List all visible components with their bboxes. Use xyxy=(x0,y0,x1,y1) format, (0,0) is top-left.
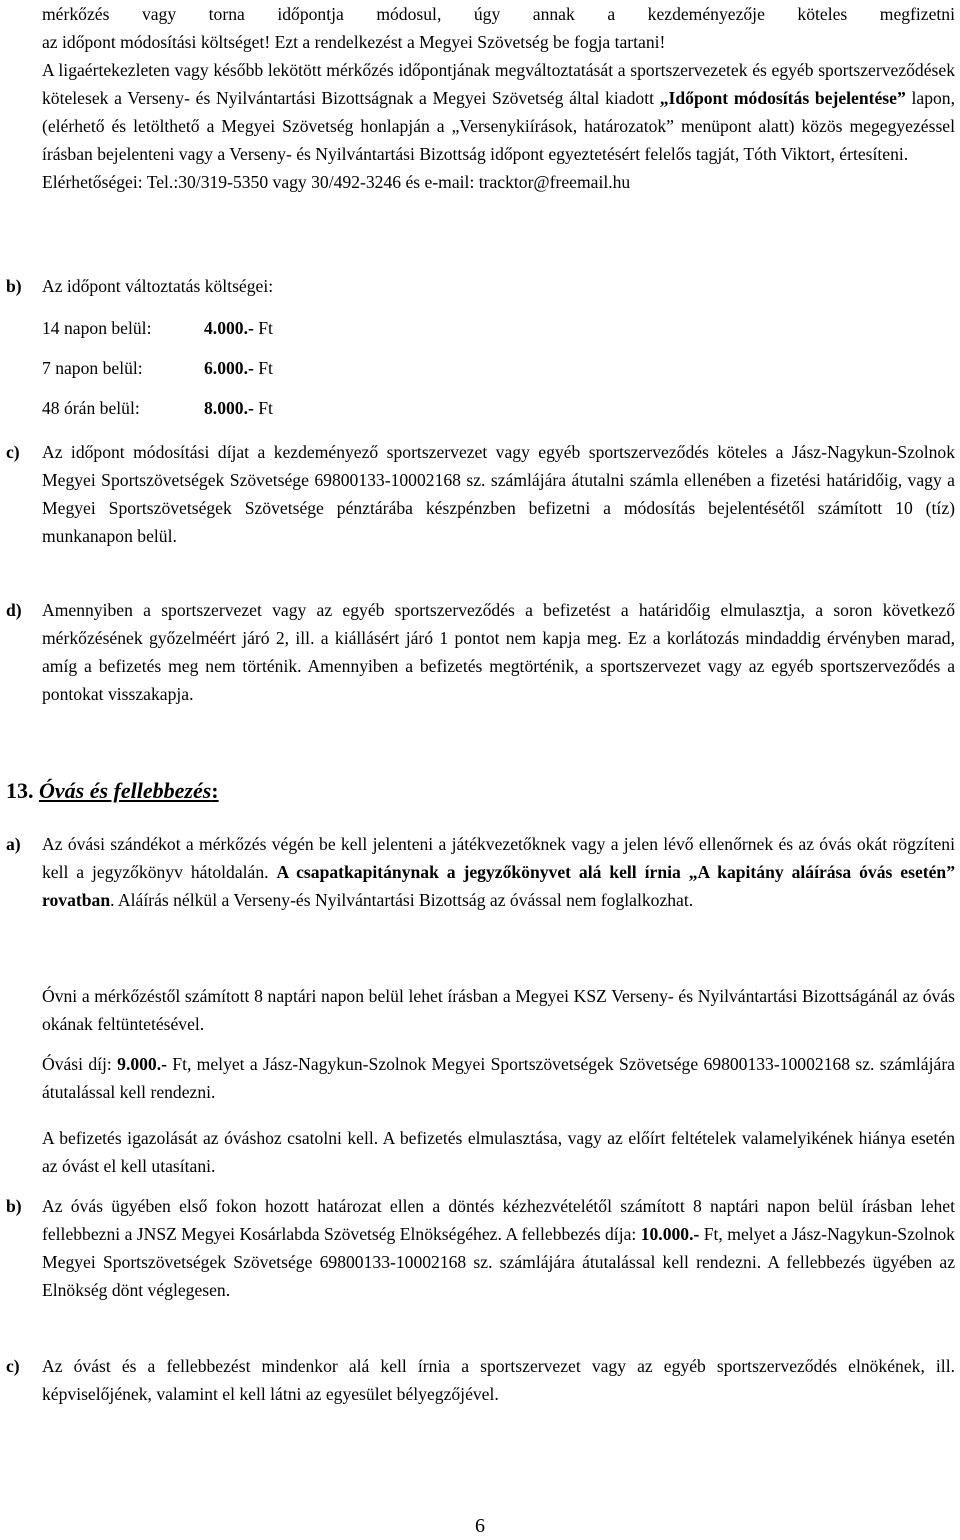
s13-item-c xyxy=(6,1352,955,1408)
s13-a-paragraph-1: Az óvási szándékot a mérkőzés végén be kell jelenteni a játékvezetőknek vagy a jelen lévő ellenőrnek és az óvás okát rögzíteni kell a jegyzőkönyv hátoldalán. A csapatkapitánynak a jegyzőkönyvet alá kell írnia „A kapitány aláírása óvás esetén” rovatban. Aláírás nélkül a Verseny-és Nyilvántartási Bizottság az óvással nem foglalkozhat. xyxy=(42,834,956,910)
s13-item-a xyxy=(6,830,955,914)
form-name: „Időpont módosítás bejelentése” xyxy=(659,88,906,108)
s13-item-a-label: a) xyxy=(6,834,21,854)
item-d-text: Amennyiben a sportszervezet vagy az egyéb sportszerveződés a befizetést a határidőig elmulasztja, a soron következő mérkőzésének győzelméért járó 2, ill. a kiállásért járó 1 pontot nem kapja meg. Ez a korlátozás mindaddig érvényben marad, amíg a befizetés meg nem történik. Amennyiben a befizetés megtörténik, a sportszervezet vagy az egyéb sportszerveződés a pontokat visszakapja. xyxy=(42,600,955,704)
top-paragraph xyxy=(42,0,955,196)
section-13-heading: 13. Óvás és fellebbezés: xyxy=(6,778,219,803)
fee-row: 14 napon belül: 4.000.- Ft xyxy=(42,318,273,338)
item-d-label: d) xyxy=(6,600,22,620)
item-b-title: Az időpont változtatás költségei: xyxy=(42,276,274,296)
item-b-label: b) xyxy=(6,276,22,296)
s13-a-paragraph-3: Óvási díj: 9.000.- Ft, melyet a Jász-Nagykun-Szolnok Megyei Sportszövetségek Szövetsége 69800133-10002168 sz. számlájára átutalással kell rendezni. xyxy=(42,1054,955,1102)
section-13-title: Óvás és fellebbezés xyxy=(39,778,212,803)
s13-item-c-label: c) xyxy=(6,1356,20,1376)
item-b xyxy=(6,272,955,300)
top-line-1: mérkőzés vagy torna időpontja módosul, úgy annak a kezdeményezője köteles megfizetni xyxy=(42,4,955,24)
item-d xyxy=(6,596,955,708)
s13-a-paragraph-4: A befizetés igazolását az óváshoz csatolni kell. A befizetés elmulasztása, vagy az előírt feltételek valamelyikének hiánya esetén az óvást el kell utasítani. xyxy=(42,1128,955,1176)
s13-item-b xyxy=(6,1192,955,1304)
item-c-text: Az időpont módosítási díjat a kezdeményező sportszervezet vagy egyéb sportszerveződés köteles a Jász-Nagykun-Szolnok Megyei Sportszövetségek Szövetsége 69800133-10002168 sz. számlájára átutalni számla ellenében a fizetési határidőig, vagy a Megyei Sportszövetségek Szövetsége pénztárába készpénzben befizetni a módosítás bejelentésétől számított 10 (tíz) munkanapon belül. xyxy=(42,442,955,546)
reschedule-paragraph: A ligaértekezleten vagy később lekötött mérkőzés időpontjának megváltoztatását a sportszervezetek és egyéb sportszerveződések kötelesek a Verseny- és Nyilvántartási Bizottságnak a Megyei Szövetség által kiadott „Időpont módosítás bejelentése” lapon, (elérhető és letölthető a Megyei Szövetség honlapján a „Versenykiírások, határozatok” menüpont alatt) közös megegyezéssel írásban bejelenteni vagy a Verseny- és Nyilvántartási Bizottság időpont egyeztetésért felelős tagját, Tóth Viktort, értesíteni. xyxy=(42,60,955,164)
s13-b-text: Az óvás ügyében első fokon hozott határozat ellen a döntés kézhezvételétől számított 8 naptári napon belül írásban lehet fellebbezni a JNSZ Megyei Kosárlabda Szövetség Elnökségéhez. A fellebbezés díja: 10.000.- Ft, melyet a Jász-Nagykun-Szolnok Megyei Sportszövetségek Szövetsége 69800133-10002168 sz. számlájára átutalással kell rendezni. A fellebbezés ügyében az Elnökség dönt véglegesen. xyxy=(42,1196,955,1300)
item-c xyxy=(6,438,955,550)
contact-line: Elérhetőségei: Tel.:30/319-5350 vagy 30/492-3246 és e-mail: tracktor@freemail.hu xyxy=(42,172,631,192)
s13-a-paragraph-2: Óvni a mérkőzéstől számított 8 naptári napon belül lehet írásban a Megyei KSZ Verseny- és Nyilvántartási Bizottságánál az óvás okának feltüntetésével. xyxy=(42,986,955,1034)
s13-c-text: Az óvást és a fellebbezést mindenkor alá kell írnia a sportszervezet vagy az egyéb sportszerveződés elnökének, ill. képviselőjének, valamint el kell látni az egyesület bélyegzőjével. xyxy=(42,1356,955,1404)
top-line-2: az időpont módosítási költséget! Ezt a rendelkezést a Megyei Szövetség be fogja tartani! xyxy=(42,32,666,52)
fee-row: 7 napon belül: 6.000.- Ft xyxy=(42,358,273,378)
page-number: 6 xyxy=(475,1515,485,1537)
s13-item-b-label: b) xyxy=(6,1196,22,1216)
fee-row: 48 órán belül: 8.000.- Ft xyxy=(42,398,273,418)
item-c-label: c) xyxy=(6,442,20,462)
